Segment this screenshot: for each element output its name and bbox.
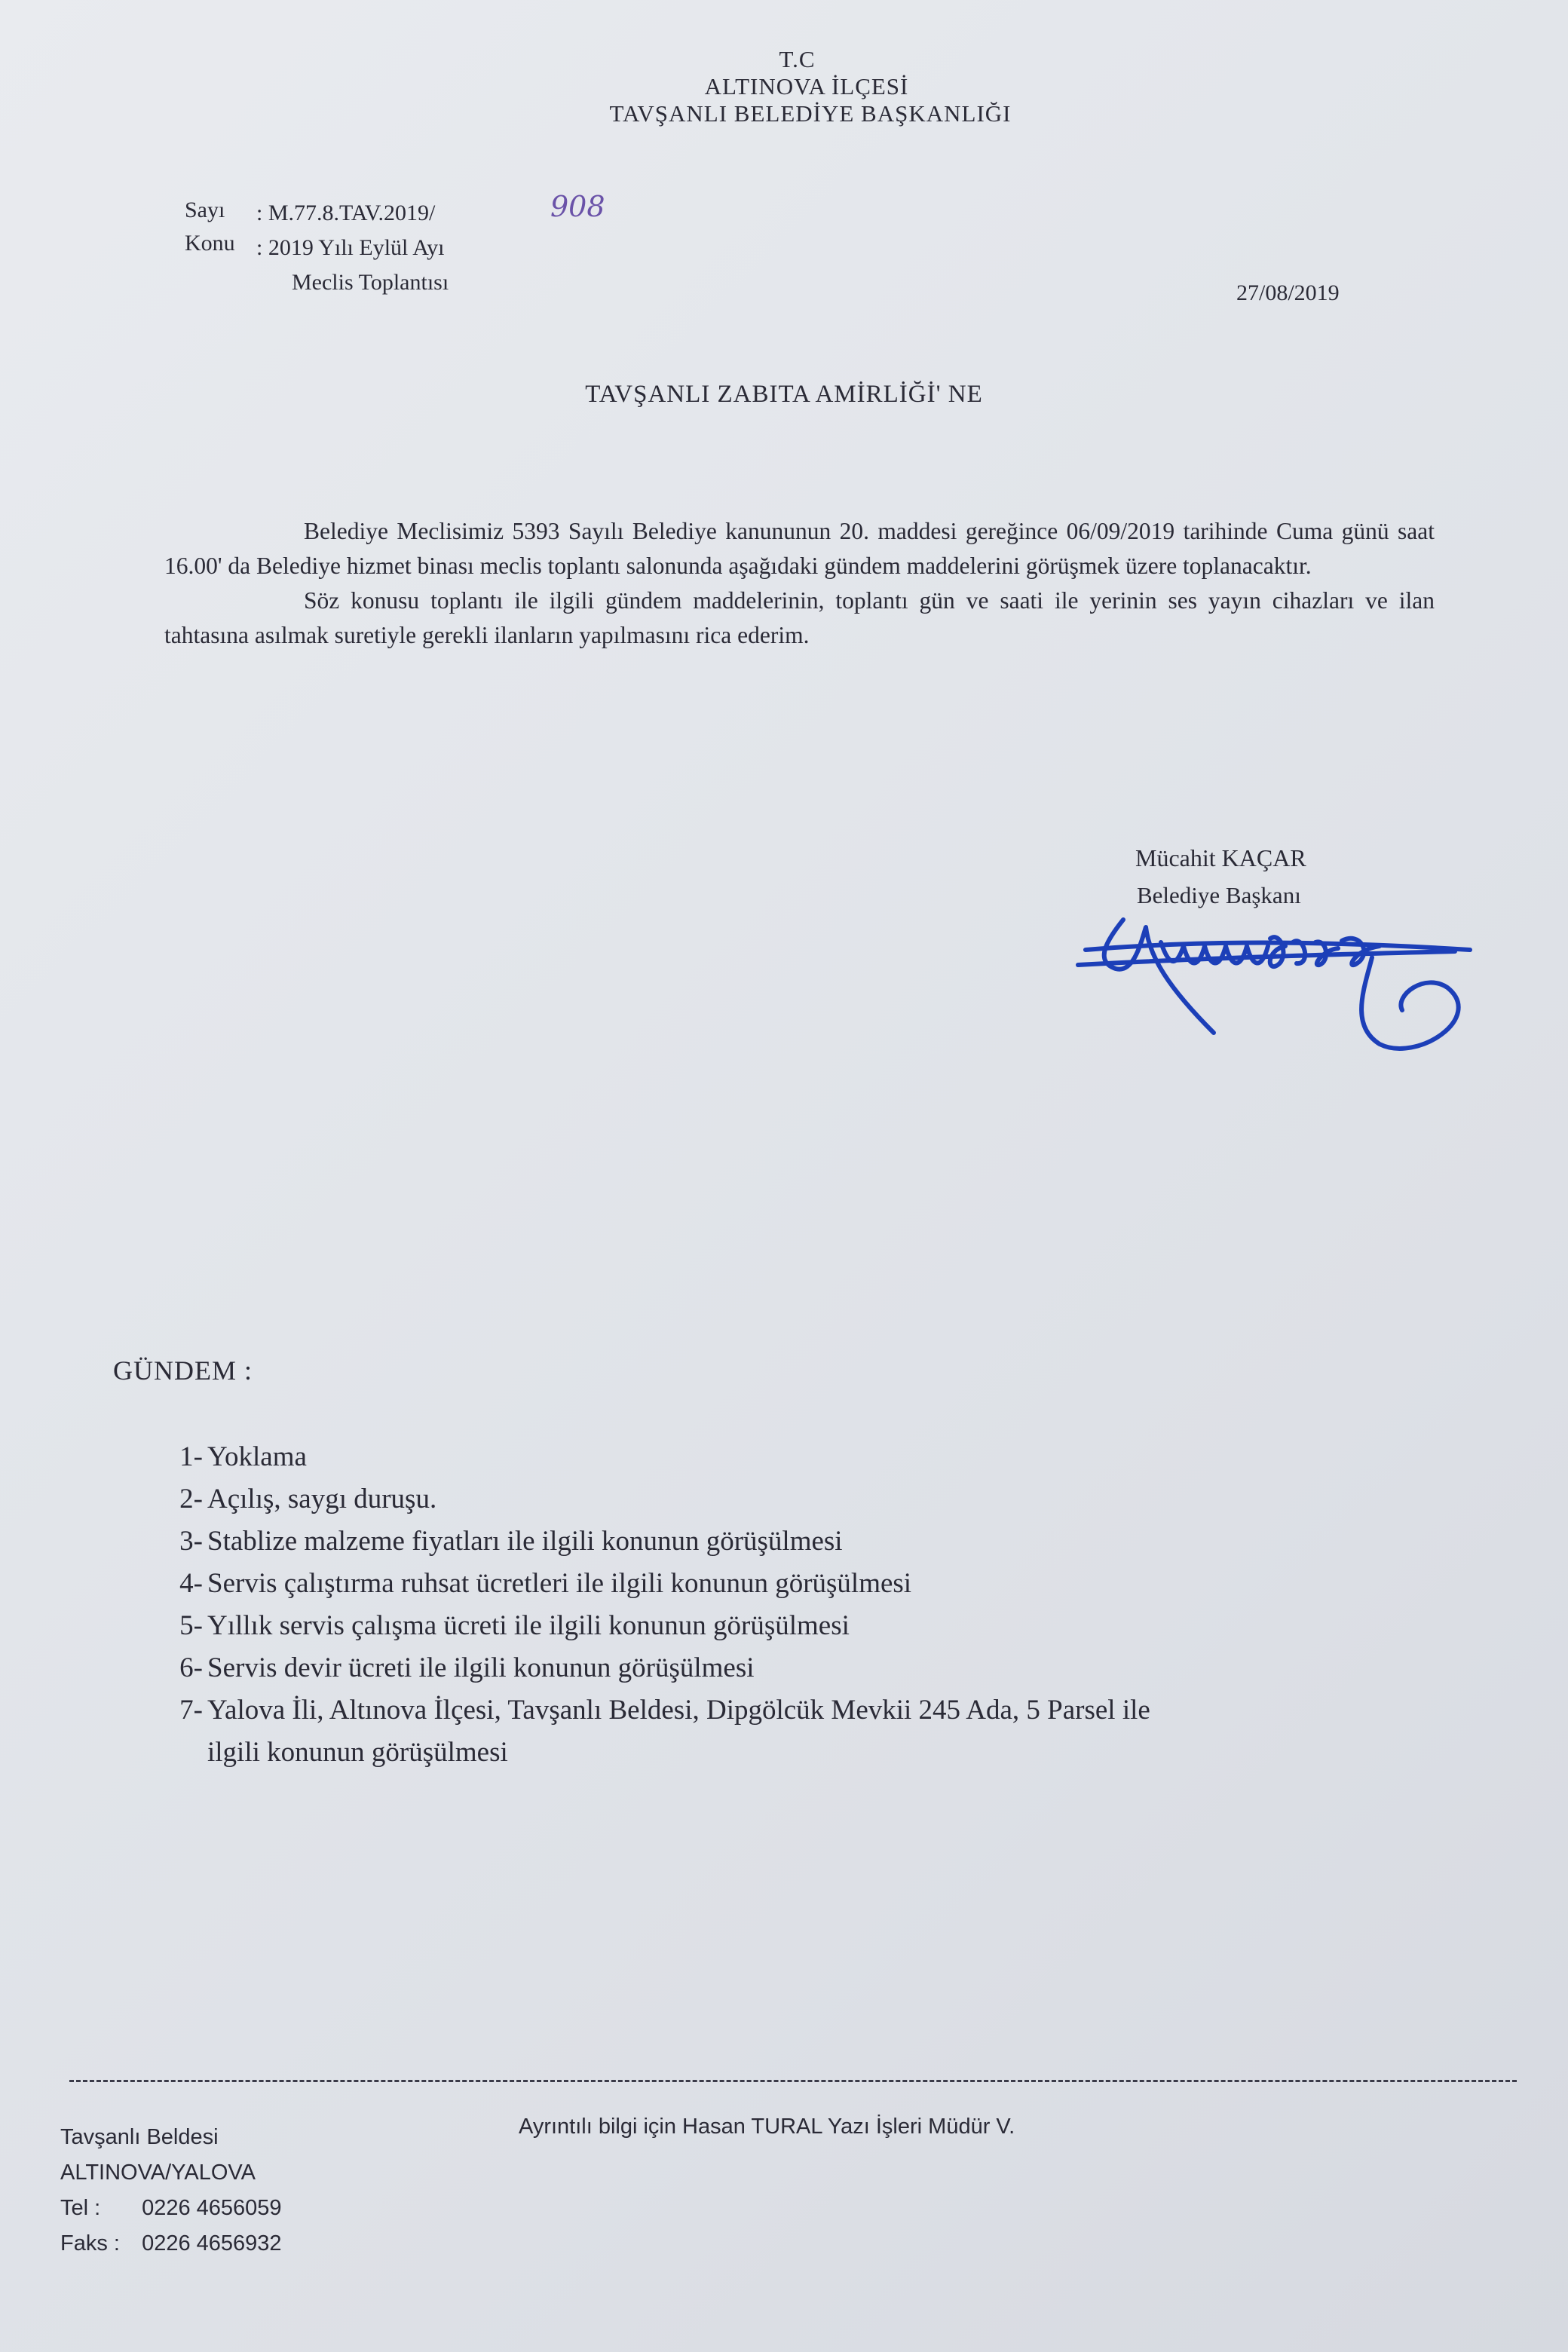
sayi-label: Sayı <box>185 198 225 222</box>
agenda-item <box>155 1647 1534 1689</box>
konu-label: Konu <box>185 231 235 256</box>
footer-info: Ayrıntılı bilgi için Hasan TURAL Yazı İşleri Müdür V. <box>519 2115 1015 2139</box>
footer-tel: 0226 4656059 <box>142 2196 282 2220</box>
agenda-item-number: 4- <box>179 1568 203 1599</box>
agenda-item-text: Yalova İli, Altınova İlçesi, Tavşanlı Beldesi, Dipgölcük Mevkii 245 Ada, 5 Parsel ile <box>207 1695 1150 1726</box>
footer-faks-row <box>60 2226 282 2262</box>
letter-body <box>164 514 1435 653</box>
konu-value-line1: : 2019 Yılı Eylül Ayı <box>256 235 445 260</box>
sayi-handwritten-number: 908 <box>550 190 605 223</box>
agenda-item-number: 3- <box>179 1526 203 1557</box>
agenda-item <box>155 1689 1534 1732</box>
agenda-item-continuation: ilgili konunun görüşülmesi <box>207 1737 508 1768</box>
sayi-value: : M.77.8.TAV.2019/ <box>256 201 436 225</box>
footer-faks-label: Faks : <box>60 2231 120 2256</box>
signatory-name: Mücahit KAÇAR <box>1135 844 1306 871</box>
agenda-item-number: 6- <box>179 1652 203 1683</box>
footer-org: Tavşanlı Beldesi <box>60 2125 219 2149</box>
agenda-item-number: 5- <box>179 1610 203 1641</box>
konu-value-line2: Meclis Toplantısı <box>292 270 449 295</box>
header-line-municipality: TAVŞANLI BELEDİYE BAŞKANLIĞI <box>609 100 1012 127</box>
header-line-district: ALTINOVA İLÇESİ <box>704 73 909 100</box>
footer-divider <box>69 2080 1517 2082</box>
agenda-item-text: Açılış, saygı duruşu. <box>207 1484 437 1514</box>
footer-faks: 0226 4656932 <box>142 2231 282 2256</box>
agenda-item <box>155 1605 1534 1647</box>
agenda-item <box>155 1478 1534 1521</box>
header-line-tc: T.C <box>779 46 816 72</box>
agenda-item-text: Yıllık servis çalışma ücreti ile ilgili konunun görüşülmesi <box>207 1610 850 1641</box>
agenda-title: GÜNDEM : <box>113 1355 253 1386</box>
agenda-list <box>155 1436 1534 1774</box>
footer-city: ALTINOVA/YALOVA <box>60 2161 256 2185</box>
letter-date: 27/08/2019 <box>1236 280 1340 305</box>
signatory-title: Belediye Başkanı <box>1137 882 1301 908</box>
footer-contact <box>60 2120 282 2262</box>
agenda-item-text: Yoklama <box>207 1441 307 1472</box>
letterhead <box>0 47 1568 128</box>
body-paragraph-2: Söz konusu toplantı ile ilgili gündem maddelerinin, toplantı gün ve saati ile yerinin ses yayın cihazları ve ilan tahtasına asılmak suretiyle gerekli ilanların yapılmasını rica ederim. <box>164 587 1435 648</box>
agenda-item-number: 2- <box>179 1484 203 1514</box>
handwritten-signature <box>1063 867 1485 1063</box>
addressee: TAVŞANLI ZABITA AMİRLİĞİ' NE <box>585 381 983 408</box>
agenda-item-number: 1- <box>179 1441 203 1472</box>
agenda-item <box>155 1436 1534 1478</box>
agenda-item-text: Servis devir ücreti ile ilgili konunun görüşülmesi <box>207 1652 755 1683</box>
agenda-item <box>155 1521 1534 1563</box>
agenda-item-text: Stablize malzeme fiyatları ile ilgili konunun görüşülmesi <box>207 1526 843 1557</box>
agenda-item-text: Servis çalıştırma ruhsat ücretleri ile ilgili konunun görüşülmesi <box>207 1568 912 1599</box>
agenda-item <box>155 1563 1534 1605</box>
body-paragraph-1: Belediye Meclisimiz 5393 Sayılı Belediye kanununun 20. maddesi gereğince 06/09/2019 tarihinde Cuma günü saat 16.00' da Belediye hizmet binası meclis toplantı salonunda aşağıdaki gündem maddelerini görüşmek üzere toplanacaktır. <box>164 518 1435 579</box>
footer-tel-label: Tel : <box>60 2196 101 2220</box>
agenda-item-number: 7- <box>179 1695 203 1726</box>
footer-tel-row <box>60 2191 282 2226</box>
